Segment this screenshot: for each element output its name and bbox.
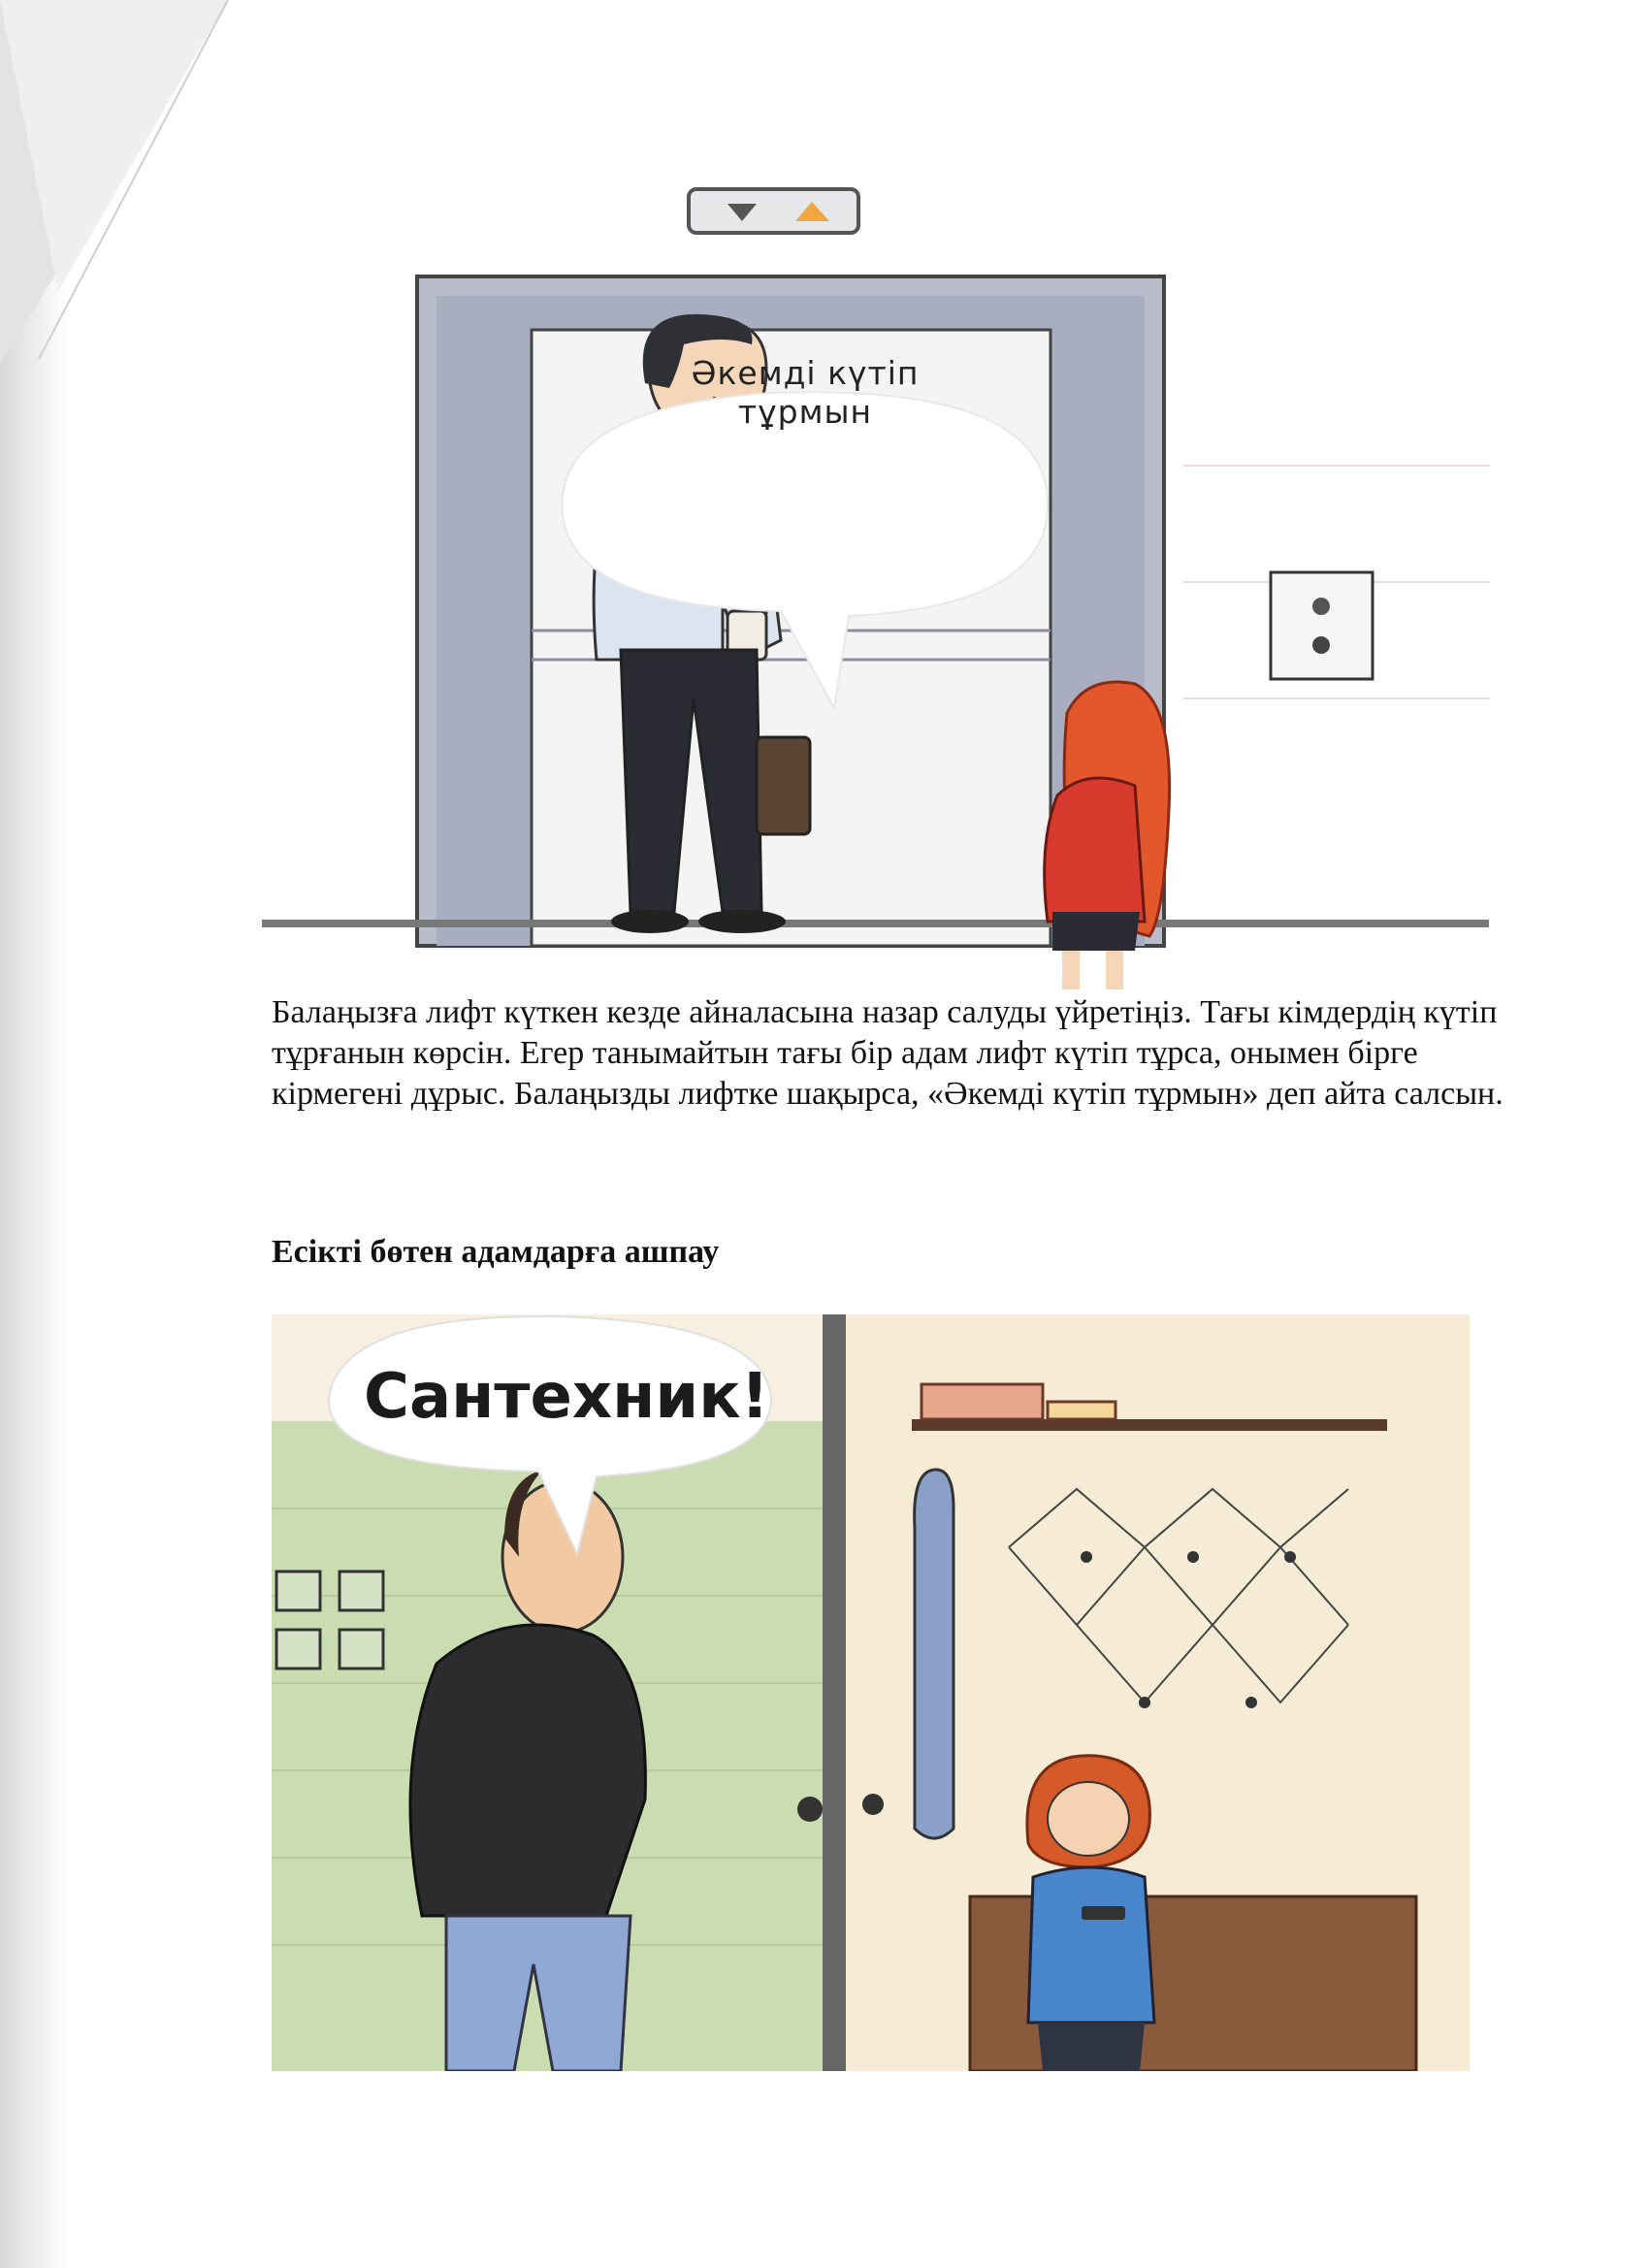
speech-bubble-2-text: Сантехник! [364, 1361, 769, 1433]
advice-paragraph: Балаңызға лифт күткен кезде айналасына назар салуды үйретіңіз. Тағы кімдердің күтіп тұрғанын көрсін. Егер танымайтын тағы бір адам лифт күтіп тұрса, онымен бірге кірмегені дұрыс. Балаңызды лифтке шақырса, «Әкемді күтіп тұрмын» деп айта салсын. [272, 994, 1504, 1112]
section-heading: Есікті бөтен адамдарға ашпау [272, 1234, 720, 1270]
speech-bubble-1-text [621, 354, 989, 432]
elevator-scene [262, 175, 1489, 989]
speech-bubble-1-line-1: Әкемді күтіп [691, 354, 920, 392]
door-knob [797, 1797, 823, 1822]
floor-indicator [689, 189, 858, 233]
box-on-shelf [922, 1384, 1043, 1419]
briefcase [757, 737, 810, 834]
speech-bubble-1-line-2: тұрмын [737, 393, 873, 431]
elevator-call-panel [1271, 572, 1373, 679]
elevator-illustration [262, 175, 1489, 989]
boy-with-phone [1027, 1756, 1154, 2071]
shelf [912, 1419, 1387, 1431]
door-knob-inner [862, 1794, 884, 1815]
phone [1082, 1906, 1125, 1920]
door-edge [823, 1314, 846, 2071]
down-call-button [1312, 636, 1330, 654]
folded-page-corner [0, 0, 233, 369]
up-call-button [1312, 598, 1330, 615]
floor-line [262, 920, 1489, 927]
door-illustration [272, 1314, 1470, 2071]
hanging-towel [915, 1470, 954, 1838]
